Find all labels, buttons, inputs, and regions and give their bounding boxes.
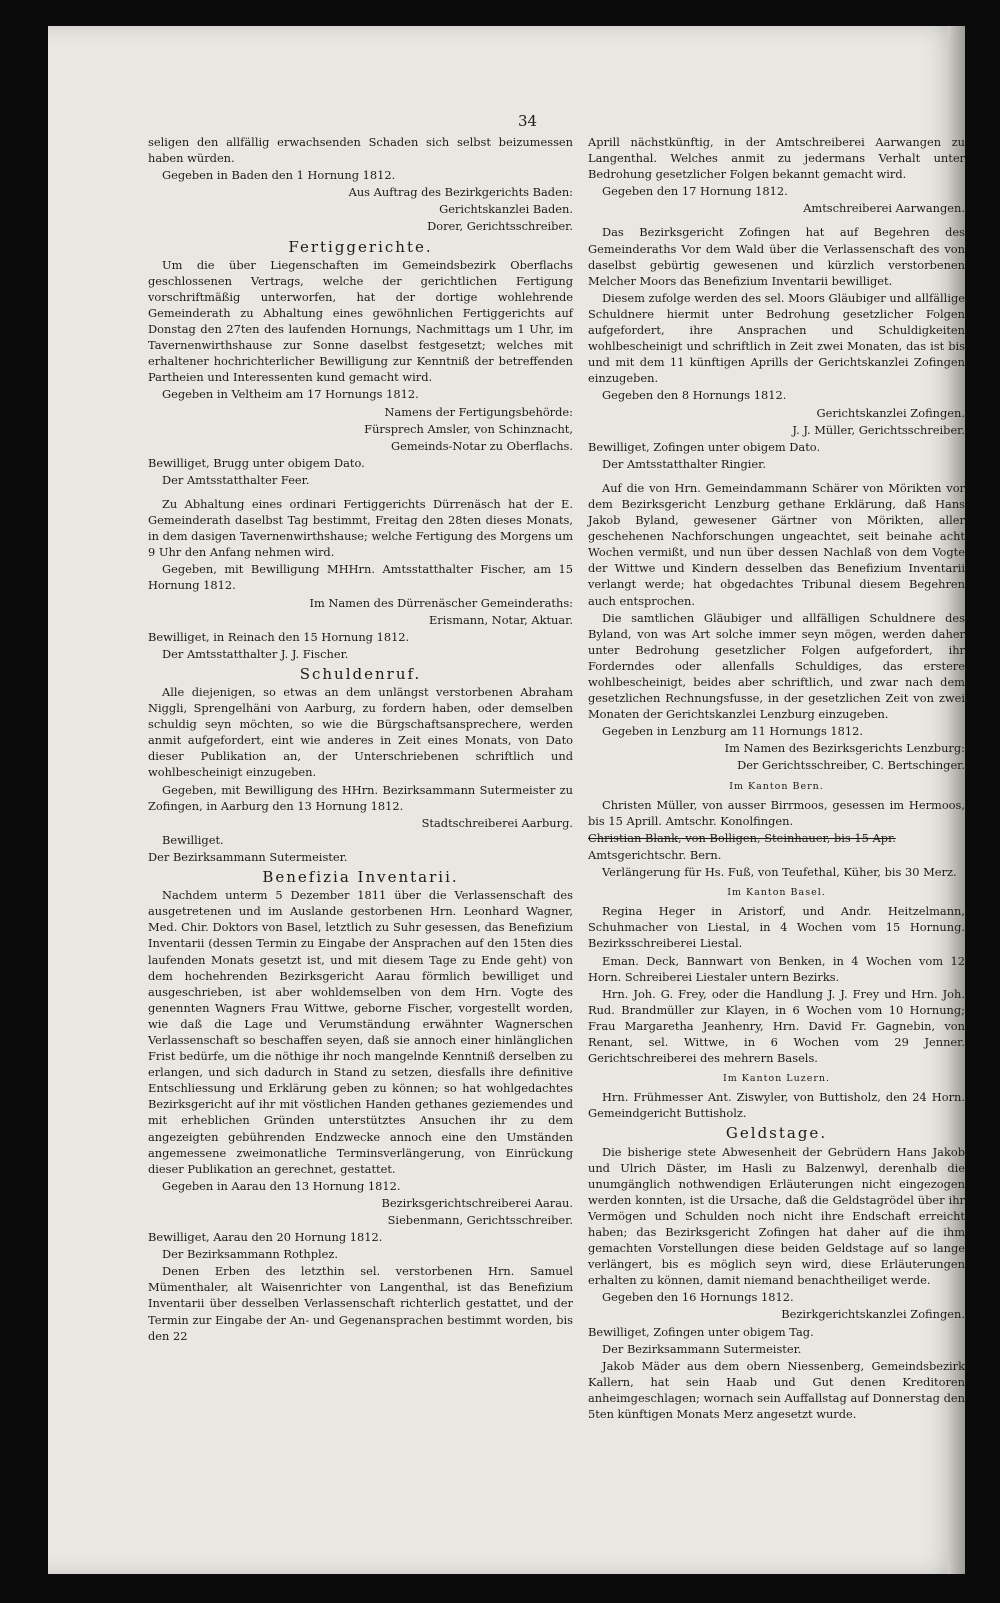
- right-paragraph: Die samtlichen Gläubiger und allfälligen Schuldnere des Byland, von was Art solche immer seyn mögen, werden daher unter Bedrohung gesetzlicher Folgen aufgefordert, ihr Forderndes oder allenfalls Schuldiges, das erstere wohlbescheinigt, beides aber schriftlich, und zwar nach dem gesetzlichen Rechnungsfusse, in der gesetzlichen Zeit von zwei Monaten der Gerichtskanzlei Lenzburg einzugeben.: [588, 610, 965, 722]
- left-paragraph: Gegeben, mit Bewilligung MHHrn. Amtsstatthalter Fischer, am 15 Hornung 1812.: [148, 562, 573, 593]
- left-signature-line: Aus Auftrag des Bezirkgerichts Baden:: [348, 185, 573, 200]
- right-paragraph: Diesem zufolge werden des sel. Moors Gläubiger und allfällige Schuldnere hiermit unter Bedrohung gesetzlicher Folgen aufgefordert, ihre Ansprachen und Schuldigkeiten wohlbescheinigt und schriftlich in Zeit zwei Monaten, das ist bis und mit dem 11 künftigen Aprills der Gerichtskanzlei Zofingen einzugeben.: [588, 290, 965, 386]
- right-paragraph: Amtsgerichtschr. Bern.: [588, 847, 722, 862]
- right-paragraph: Eman. Deck, Bannwart von Benken, in 4 Wochen vom 12 Horn. Schreiberei Liestaler untern Bezirks.: [588, 953, 965, 984]
- left-signature-line: Gemeinds-Notar zu Oberflachs.: [391, 438, 573, 453]
- left-paragraph: Gegeben in Aarau den 13 Hornung 1812.: [162, 1178, 401, 1193]
- right-signature-line: Im Namen des Bezirksgerichts Lenzburg:: [724, 741, 965, 756]
- left-signature-line: Namens der Fertigungsbehörde:: [384, 404, 573, 419]
- right-signature-line: Amtschreiberei Aarwangen.: [803, 201, 965, 216]
- right-paragraph: Gegeben den 16 Hornungs 1812.: [602, 1290, 794, 1305]
- left-paragraph: Der Amtsstatthalter Feer.: [162, 472, 310, 487]
- right-signature-line: J. J. Müller, Gerichtsschreiber.: [792, 422, 965, 437]
- left-section-heading: Fertiggerichte.: [288, 237, 433, 256]
- left-signature-line: Bezirksgerichtschreiberei Aarau.: [381, 1195, 573, 1210]
- left-paragraph: Bewilliget, Aarau den 20 Hornung 1812.: [148, 1230, 383, 1245]
- right-paragraph: Der Amtsstatthalter Ringier.: [602, 456, 766, 471]
- left-paragraph: Der Bezirksammann Rothplez.: [162, 1247, 339, 1262]
- right-paragraph: Hrn. Frühmesser Ant. Ziswyler, von Buttisholz, den 24 Horn. Gemeindgericht Buttisholz.: [588, 1090, 965, 1121]
- right-section-heading: Geldstage.: [725, 1124, 828, 1143]
- left-paragraph: Alle diejenigen, so etwas an dem unlängst verstorbenen Abraham Niggli, Sprengelhäni von Aarburg, zu fordern haben, oder demselben schuldig seyn möchten, so wie die Bürgschaftsansprechere, werden anmit aufgefordert, eint wie anderes in Zeit eines Monats, von Dato dieser Publikation an, der Unterschriebenen schriftlich und wohlbescheinigt einzugeben.: [148, 685, 573, 780]
- left-signature-line: Fürsprech Amsler, von Schinznacht,: [364, 421, 573, 436]
- right-paragraph: Die bisherige stete Abwesenheit der Gebrüdern Hans Jakob und Ulrich Däster, im Hasli zu Balzenwyl, derenhalb die unumgänglich nothwendigen Erläuterungen nicht eingezogen werden konnten, ist die Ursache, daß die Geldstagrödel über ihr Vermögen und Schulden noch nicht ihre Endschaft erreicht haben; das Bezirksgericht Zofingen hat daher auf die ihm gemachten Vorstellungen diese beiden Geldstage auf so lange verlängert, bis es möglich seyn wird, diese Erläuterungen erhalten zu können, damit niemand benachtheiliget werde.: [588, 1144, 965, 1288]
- left-paragraph: Gegeben, mit Bewilligung des HHrn. Bezirksammann Sutermeister zu Zofingen, in Aarburg den 13 Hornung 1812.: [148, 782, 573, 813]
- left-paragraph: Der Amtsstatthalter J. J. Fischer.: [162, 646, 349, 661]
- newspaper-page: [48, 26, 965, 1574]
- left-paragraph: Bewilliget, Brugg unter obigem Dato.: [148, 455, 365, 470]
- left-column: [148, 134, 573, 1345]
- right-paragraph: Auf die von Hrn. Gemeindammann Schärer von Mörikten vor dem Bezirksgericht Lenzburg gethane Erklärung, daß Hans Jakob Byland, gewesener Gärtner von Mörikten, aller geschehenen Nachforschungen ungeachtet, seit beinahe acht Wochen vermißt, und nun über dessen Nachlaß von dem Vogte der Wittwe und Kindern desselben das Benefizium Inventarii verlangt werde; hat obgedachtes Tribunal diesem Begehren auch entsprochen.: [588, 480, 965, 608]
- right-canton-heading: Im Kanton Basel.: [727, 887, 826, 899]
- left-signature-line: Im Namen des Dürrenäscher Gemeinderaths:: [309, 595, 573, 610]
- page-number: 34: [518, 112, 538, 130]
- right-paragraph: Bewilliget, Zofingen unter obigem Tag.: [588, 1324, 814, 1339]
- right-paragraph: Regina Heger in Aristorf, und Andr. Heitzelmann, Schuhmacher von Liestal, in 4 Wochen vom 15 Hornung. Bezirksschreiberei Liestal.: [588, 904, 965, 951]
- right-signature-line: Der Gerichtsschreiber, C. Bertschinger.: [737, 758, 965, 773]
- right-paragraph: Christian Blank, von Bolligen, Steinhauer, bis 15 Apr.: [588, 830, 896, 845]
- left-signature-line: Stadtschreiberei Aarburg.: [421, 815, 573, 830]
- right-paragraph: Verlängerung für Hs. Fuß, von Teufethal, Küher, bis 30 Merz.: [602, 865, 957, 880]
- left-paragraph: Denen Erben des letzthin sel. verstorbenen Hrn. Samuel Mümenthaler, alt Waisenrichter von Langenthal, ist das Benefizium Inventarii über desselben Verlassenschaft richterlich gestattet, und der Termin zur Eingabe der An- und Gegenansprachen bestimmt worden, bis den 22: [148, 1264, 573, 1343]
- spacer: [588, 473, 965, 479]
- left-paragraph: Gegeben in Veltheim am 17 Hornungs 1812.: [162, 387, 419, 402]
- left-signature-line: Siebenmann, Gerichtsschreiber.: [387, 1213, 573, 1227]
- left-signature-line: Dorer, Gerichtsschreiber.: [427, 219, 573, 234]
- spacer: [148, 489, 573, 495]
- right-paragraph: Das Bezirksgericht Zofingen hat auf Begehren des Gemeinderaths Vor dem Wald über die Verlassenschaft des von daselbst gebürtig gewesenen und kürzlich verstorbenen Melcher Moors das Benefizium Inventarii bewilliget.: [588, 225, 965, 288]
- right-canton-heading: Im Kanton Bern.: [729, 780, 824, 792]
- left-paragraph: Nachdem unterm 5 Dezember 1811 über die Verlassenschaft des ausgetretenen und im Auslande gestorbenen Hrn. Leonhard Wagner, Med. Chir. Doktors von Basel, letztlich zu Suhr gesessen, das Benefizium Inventarii (dessen Termin zu Eingabe der Ansprachen auf den 15ten dies laufenden Monats gesetzt ist, und mit diesem Tage zu Ende geht) von dem hochehrenden Bezirksgericht Aarau förmlich bewilliget und ausgeschrieben, ist aber wohldemselben von dem Hrn. Vogte des genennten Wagners Frau Wittwe, geborne Fischer, vorgestellt worden, wie daß die Lage und Verumständung erwähnter Wagnerschen Verlassenschaft so beschaffen seyen, daß sie annoch einer hinlänglichen Frist bedürfe, um die nöthige ihr noch mangelnde Kenntniß derselben zu erlangen, und sich dadurch in Stand zu setzen, diesfalls ihre definitive Entschliessung und Erklärung geben zu können; so hat wohlgedachtes Bezirksgericht auf ihr mit vöstlichen Handen gethanes geziemendes und mit erheblichen Gründen unterstütztes Ansuchen ihr zu dem angezeigten gebührenden Endzwecke annoch eine den Umständen angemessene zweimonatliche Terminsverlängerung, von Einrückung dieser Publikation an gerechnet, gestattet.: [148, 888, 573, 1176]
- right-canton-heading: Im Kanton Luzern.: [722, 1073, 831, 1085]
- left-signature-line: Erismann, Notar, Aktuar.: [428, 612, 573, 627]
- right-paragraph: Gegeben in Lenzburg am 11 Hornungs 1812.: [602, 724, 864, 739]
- right-paragraph: Christen Müller, von ausser Birrmoos, gesessen im Hermoos, bis 15 Aprill. Amtschr. Konolfingen.: [588, 797, 965, 828]
- left-signature-line: Gerichtskanzlei Baden.: [439, 202, 573, 217]
- left-paragraph: Bewilliget.: [162, 832, 224, 847]
- right-paragraph: Gegeben den 17 Hornung 1812.: [602, 184, 788, 199]
- right-column: [588, 134, 965, 1423]
- right-paragraph: Bewilliget, Zofingen unter obigem Dato.: [588, 439, 821, 454]
- left-section-heading: Schuldenruf.: [299, 664, 422, 683]
- right-paragraph: Jakob Mäder aus dem obern Niessenberg, Gemeindsbezirk Kallern, hat sein Haab und Gut denen Kreditoren anheimgeschlagen; wornach sein Auffallstag auf Donnerstag den 5ten künftigen Monats Merz angesetzt wurde.: [588, 1358, 965, 1422]
- left-paragraph: Zu Abhaltung eines ordinari Fertiggerichts Dürrenäsch hat der E. Gemeinderath daselbst Tag bestimmt, Freitag den 28ten dieses Monats, in dem dasigen Tavernenwirthshause; welche Fertigung des Morgens um 9 Uhr den Anfang nehmen wird.: [148, 496, 573, 560]
- left-paragraph: Der Bezirksammann Sutermeister.: [148, 849, 348, 864]
- right-paragraph: Hrn. Joh. G. Frey, oder die Handlung J. J. Frey und Hrn. Joh. Rud. Brandmüller zur Klayen, in 6 Wochen vom 10 Hornung; Frau Margaretha Jeanhenry, Hrn. David Fr. Gagnebin, von Renant, sel. Wittwe, in 6 Wochen vom 29 Jenner. Gerichtschreiberei des mehrern Basels.: [588, 986, 965, 1066]
- left-section-heading: Benefizia Inventarii.: [262, 868, 459, 887]
- spacer: [588, 217, 965, 223]
- left-paragraph: Um die über Liegenschaften im Gemeindsbezirk Oberflachs geschlossenen Vertrags, welche der gerichtlichen Fertigung vorschriftmäßig unterworfen, hat der dortige wohlehrende Gemeinderath zu Abhaltung eines gewöhnlichen Fertiggerichts auf Donstag den 27ten des laufenden Hornungs, Nachmittags um 1 Uhr, im Tavernenwirthshause zur Sonne daselbst festgesetzt; welches mit erhaltener hochrichterlicher Bewilligung zur Kenntniß der betreffenden Partheien und Interessenten kund gemacht wird.: [148, 257, 573, 385]
- right-paragraph: Gegeben den 8 Hornungs 1812.: [602, 388, 787, 403]
- left-paragraph: Bewilliget, in Reinach den 15 Hornung 1812.: [148, 629, 410, 644]
- right-paragraph: Der Bezirksammann Sutermeister.: [602, 1341, 802, 1356]
- right-signature-line: Bezirkgerichtskanzlei Zofingen.: [781, 1307, 965, 1322]
- right-signature-line: Gerichtskanzlei Zofingen.: [816, 405, 965, 420]
- left-paragraph: seligen den allfällig erwachsenden Schaden sich selbst beizumessen haben würden.: [148, 135, 573, 166]
- right-paragraph: Aprill nächstkünftig, in der Amtschreiberei Aarwangen zu Langenthal. Welches anmit zu jedermans Verhalt unter Bedrohung gesetzlicher Folgen bekannt gemacht wird.: [588, 135, 965, 182]
- left-paragraph: Gegeben in Baden den 1 Hornung 1812.: [162, 168, 396, 183]
